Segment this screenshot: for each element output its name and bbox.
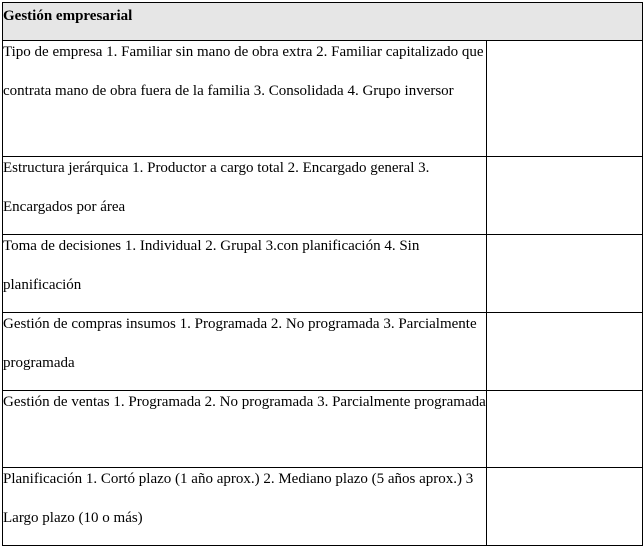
- row-label: Planificación 1. Cortó plazo (1 año aprox.) 2. Mediano plazo (5 años aprox.) 3 Largo plazo (10 o más): [3, 471, 474, 526]
- table-row: [3, 391, 643, 468]
- answer-cell[interactable]: [487, 157, 643, 235]
- table-row: [3, 157, 643, 235]
- row-label: Gestión de ventas 1. Programada 2. No programada 3. Parcialmente programada: [3, 394, 486, 410]
- answer-cell[interactable]: [487, 468, 643, 546]
- row-label-cell: [3, 313, 487, 391]
- table-row: [3, 468, 643, 546]
- row-label: Toma de decisiones 1. Individual 2. Grupal 3.con planificación 4. Sin planificación: [3, 238, 420, 293]
- management-survey-table: [2, 2, 643, 546]
- row-label-cell: [3, 235, 487, 313]
- answer-cell[interactable]: [487, 391, 643, 468]
- answer-cell[interactable]: [487, 41, 643, 157]
- row-label-cell: [3, 391, 487, 468]
- row-label: Tipo de empresa 1. Familiar sin mano de obra extra 2. Familiar capitalizado que contrata mano de obra fuera de la familia 3. Consolidada 4. Grupo inversor: [3, 44, 484, 99]
- row-label: Estructura jerárquica 1. Productor a cargo total 2. Encargado general 3. Encargados por área: [3, 160, 430, 215]
- table-row: [3, 41, 643, 157]
- answer-cell[interactable]: [487, 235, 643, 313]
- row-label-cell: [3, 468, 487, 546]
- row-label-cell: [3, 157, 487, 235]
- row-label-cell: [3, 41, 487, 157]
- table-row: [3, 235, 643, 313]
- row-label: Gestión de compras insumos 1. Programada 2. No programada 3. Parcialmente programada: [3, 316, 477, 371]
- table-row: [3, 313, 643, 391]
- table-title-text: Gestión empresarial: [3, 8, 133, 24]
- answer-cell[interactable]: [487, 313, 643, 391]
